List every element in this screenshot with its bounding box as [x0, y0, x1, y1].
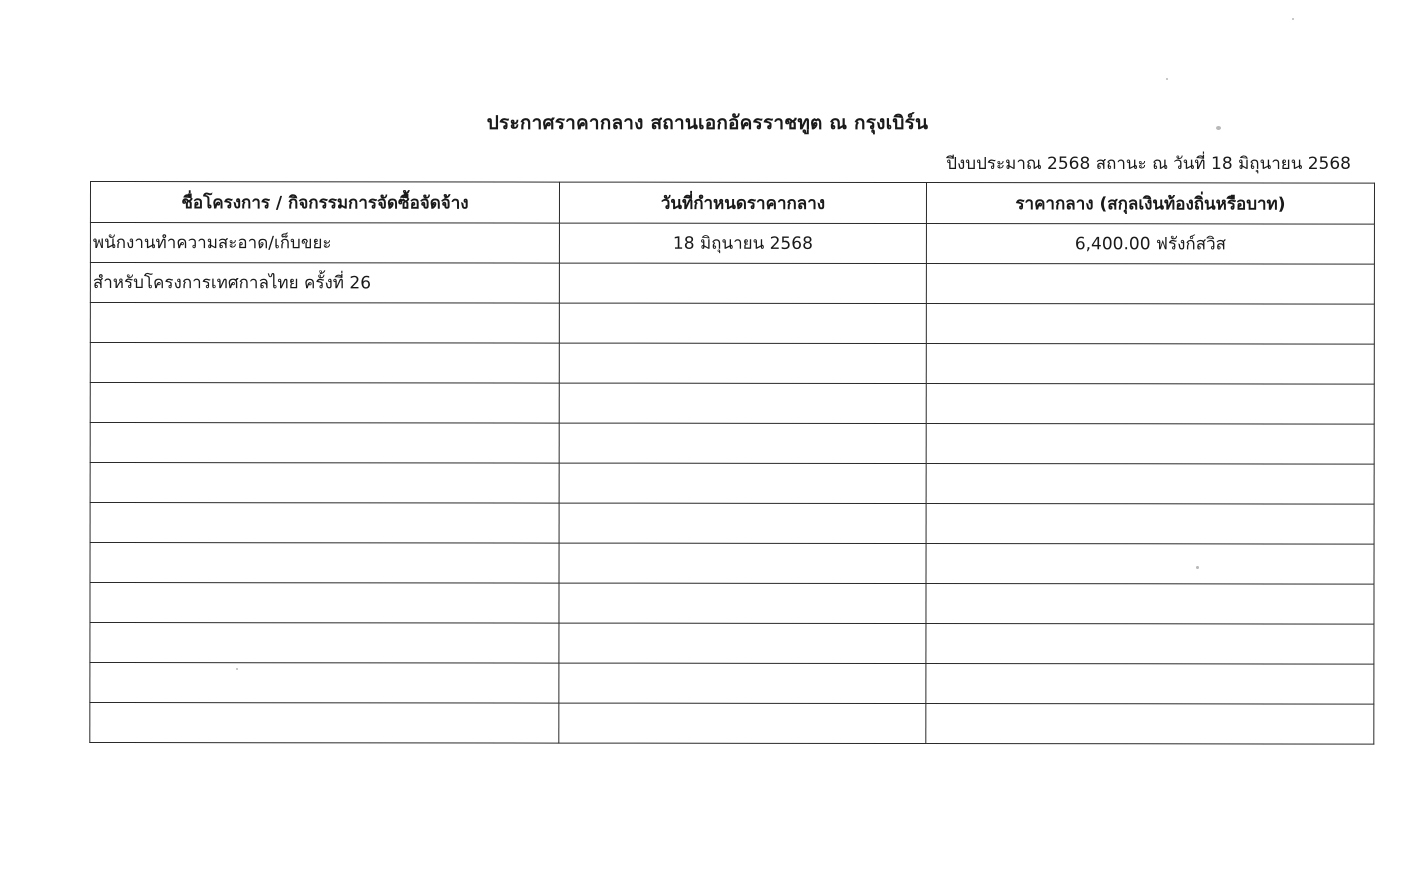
- header-median-price: ราคากลาง (สกุลเงินท้องถิ่นหรือบาท): [926, 183, 1374, 225]
- median-price-cell: [926, 544, 1374, 585]
- table-row: [90, 383, 1374, 425]
- scan-speck: [236, 668, 238, 670]
- table-row: [90, 663, 1374, 705]
- header-price-date: วันที่กำหนดราคากลาง: [559, 182, 926, 223]
- table-row: [90, 223, 1374, 265]
- table-header-row: [90, 182, 1374, 225]
- median-price-cell: [926, 384, 1374, 425]
- price-date-cell: [559, 543, 926, 583]
- price-date-cell: 18 มิถุนายน 2568: [559, 223, 926, 263]
- table-row: [90, 303, 1374, 345]
- table-row: [90, 703, 1374, 745]
- price-date-cell: [559, 263, 926, 303]
- median-price-cell: [926, 704, 1374, 745]
- price-date-cell: [559, 663, 926, 703]
- price-date-cell: [559, 383, 926, 423]
- median-price-cell: [926, 304, 1374, 345]
- project-name-cell: [90, 503, 559, 544]
- price-date-cell: [559, 503, 926, 543]
- project-name-cell: [90, 383, 559, 424]
- median-price-cell: [926, 584, 1374, 625]
- scan-speck: [1196, 566, 1199, 569]
- project-name-cell: พนักงานทำความสะอาด/เก็บขยะ: [90, 223, 559, 264]
- header-project-name: ชื่อโครงการ / กิจกรรมการจัดซื้อจัดจ้าง: [90, 182, 559, 224]
- price-date-cell: [559, 303, 926, 343]
- scan-speck: [1216, 126, 1221, 130]
- table-row: [90, 543, 1374, 585]
- project-name-cell: [90, 343, 559, 384]
- price-date-cell: [559, 343, 926, 383]
- median-price-cell: [926, 624, 1374, 665]
- price-date-cell: [559, 463, 926, 503]
- median-price-cell: [926, 464, 1374, 505]
- table-row: [90, 423, 1374, 465]
- table-row: [90, 263, 1374, 305]
- project-name-cell: [90, 663, 559, 704]
- project-name-cell: [90, 583, 559, 624]
- price-date-cell: [559, 623, 926, 663]
- median-price-cell: [926, 344, 1374, 385]
- price-date-cell: [559, 423, 926, 463]
- table-row: [90, 343, 1374, 385]
- median-price-cell: [926, 424, 1374, 465]
- median-price-cell: [926, 664, 1374, 705]
- median-price-table: [89, 181, 1375, 745]
- project-name-cell: [90, 303, 559, 344]
- median-price-cell: 6,400.00 ฟรังก์สวิส: [926, 224, 1374, 265]
- median-price-cell: [926, 264, 1374, 305]
- price-date-cell: [559, 703, 926, 743]
- table-row: [90, 583, 1374, 625]
- table-row: [90, 463, 1374, 505]
- project-name-cell: [90, 623, 559, 664]
- median-price-cell: [926, 504, 1374, 545]
- project-name-cell: สำหรับโครงการเทศกาลไทย ครั้งที่ 26: [90, 263, 559, 304]
- project-name-cell: [90, 543, 559, 584]
- scan-speck: [1166, 78, 1168, 80]
- scan-speck: [1292, 18, 1294, 20]
- document-title: ประกาศราคากลาง สถานเอกอัครราชทูต ณ กรุงเบิร์น: [486, 112, 929, 134]
- price-date-cell: [559, 583, 926, 623]
- table-row: [90, 503, 1374, 545]
- project-name-cell: [90, 463, 559, 504]
- project-name-cell: [90, 703, 559, 744]
- project-name-cell: [90, 423, 559, 464]
- fiscal-year-status: ปีงบประมาณ 2568 สถานะ ณ วันที่ 18 มิถุนายน 2568: [946, 154, 1351, 174]
- table-row: [90, 623, 1374, 665]
